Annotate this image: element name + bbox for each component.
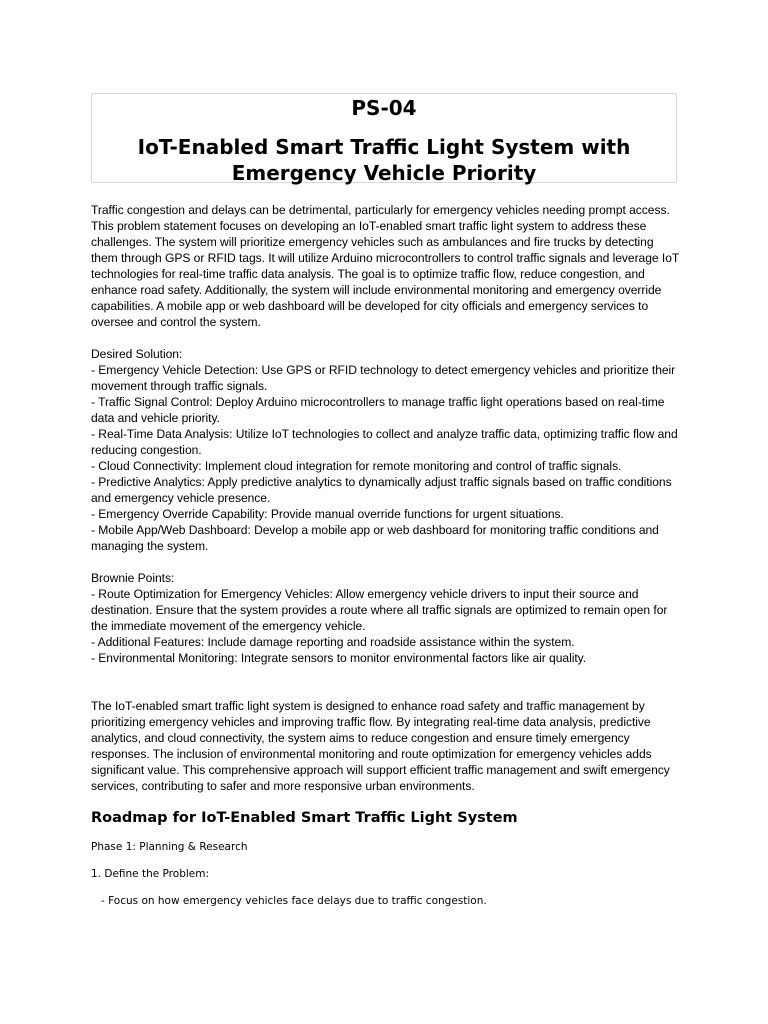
document-code: PS-04 (351, 96, 417, 120)
list-item: - Route Optimization for Emergency Vehicles: Allow emergency vehicle drivers to input their source and destination. Ensure that the system provides a route where all traffic signals are optimized to remain open for the immediate movement of the emergency vehicle. (91, 587, 668, 633)
roadmap-section (91, 808, 681, 908)
list-item: - Mobile App/Web Dashboard: Develop a mobile app or web dashboard for monitoring traffic conditions and managing the system. (91, 523, 659, 553)
substep-label: - Focus on how emergency vehicles face delays due to traffic congestion. (91, 895, 487, 907)
list-item: - Predictive Analytics: Apply predictive analytics to dynamically adjust traffic signals based on traffic conditions and emergency vehicle presence. (91, 475, 672, 505)
intro-paragraph: Traffic congestion and delays can be detrimental, particularly for emergency vehicles needing prompt access. This problem statement focuses on developing an IoT-enabled smart traffic light system to address these challenges. The system will prioritize emergency vehicles such as ambulances and fire trucks by detecting them through GPS or RFID tags. It will utilize Arduino microcontrollers to control traffic signals and leverage IoT technologies for real-time traffic data analysis. The goal is to optimize traffic flow, reduce congestion, and enhance road safety. Additionally, the system will include environmental monitoring and emergency override capabilities. A mobile app or web dashboard will be developed for city officials and emergency services to oversee and control the system. (91, 203, 680, 329)
list-item: - Cloud Connectivity: Implement cloud integration for remote monitoring and control of traffic signals. (91, 459, 622, 473)
list-item: - Emergency Override Capability: Provide manual override functions for urgent situations. (91, 507, 564, 521)
phase-label: Phase 1: Planning & Research (91, 841, 248, 853)
document-title: IoT-Enabled Smart Traffic Light System with Emergency Vehicle Priority (137, 135, 631, 185)
list-item: - Environmental Monitoring: Integrate sensors to monitor environmental factors like air quality. (91, 651, 587, 665)
list-item: - Additional Features: Include damage reporting and roadside assistance within the system. (91, 635, 575, 649)
roadmap-heading: Roadmap for IoT-Enabled Smart Traffic Light System (91, 810, 518, 826)
list-item: - Emergency Vehicle Detection: Use GPS or RFID technology to detect emergency vehicles and prioritize their movement through traffic signals. (91, 363, 676, 393)
summary-paragraph: The IoT-enabled smart traffic light system is designed to enhance road safety and traffic management by prioritizing emergency vehicles and improving traffic flow. By integrating real-time data analysis, predictive analytics, and cloud connectivity, the system aims to reduce congestion and ensure timely emergency responses. The inclusion of environmental monitoring and route optimization for emergency vehicles adds significant value. This comprehensive approach will support efficient traffic management and swift emergency services, contributing to safer and more responsive urban environments. (91, 699, 670, 793)
desired-solution-heading: Desired Solution: (91, 347, 183, 361)
list-item: - Real-Time Data Analysis: Utilize IoT technologies to collect and analyze traffic data, optimizing traffic flow and reducing congestion. (91, 427, 678, 457)
title-box (91, 93, 677, 183)
document-body (91, 202, 681, 794)
list-item: - Traffic Signal Control: Deploy Arduino microcontrollers to manage traffic light operations based on real-time data and vehicle priority. (91, 395, 665, 425)
step-label: 1. Define the Problem: (91, 868, 210, 880)
brownie-points-heading: Brownie Points: (91, 571, 175, 585)
